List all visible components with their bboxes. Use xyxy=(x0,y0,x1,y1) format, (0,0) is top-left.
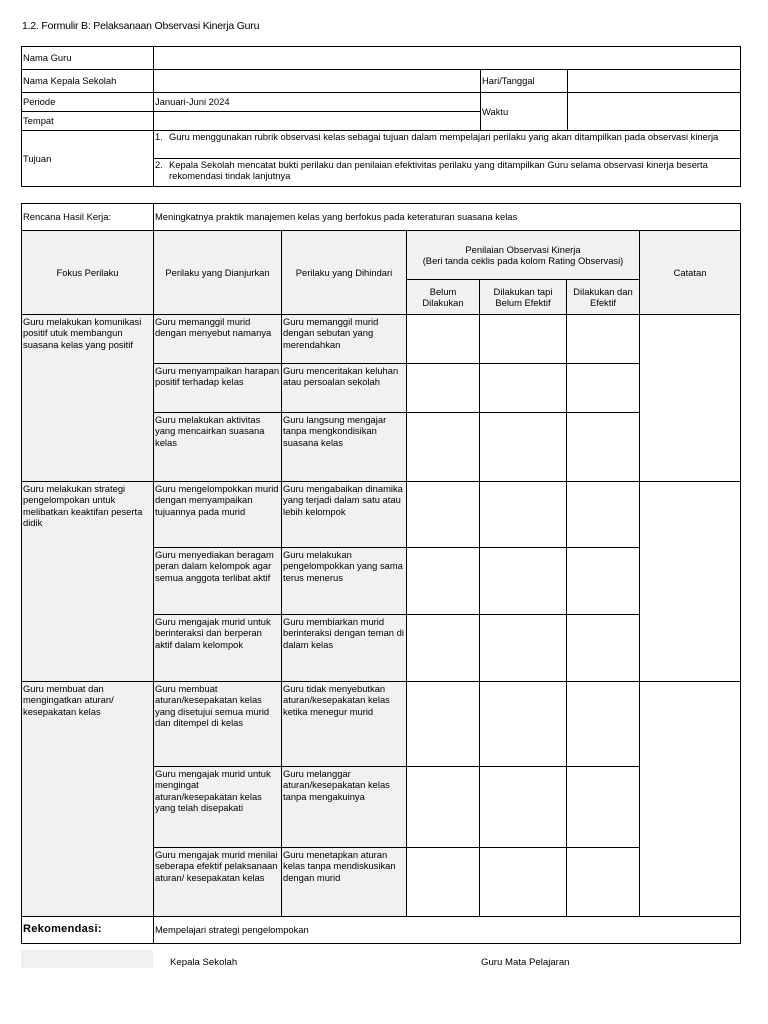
waktu-label: Waktu xyxy=(481,93,568,131)
catatan-cell[interactable] xyxy=(640,682,741,917)
fokus-cell: Guru melakukan strategi pengelompokan untuk melibatkan keaktifan peserta didik xyxy=(22,482,154,682)
rekomendasi-value: Mempelajari strategi pengelompokan xyxy=(154,917,741,944)
dihindari-cell: Guru mengabaikan dinamika yang terjadi dalam satu atau lebih kelompok xyxy=(282,482,407,548)
fokus-cell: Guru membuat dan mengingatkan aturan/ kesepakatan kelas xyxy=(22,682,154,917)
rating-efektif-cell[interactable] xyxy=(567,413,640,482)
rating-efektif-cell[interactable] xyxy=(567,848,640,917)
header-catatan: Catatan xyxy=(640,231,741,315)
rating-belum-efektif-cell[interactable] xyxy=(480,482,567,548)
catatan-cell[interactable] xyxy=(640,482,741,682)
rating-efektif-cell[interactable] xyxy=(567,482,640,548)
rating-efektif-cell[interactable] xyxy=(567,364,640,413)
dihindari-cell: Guru langsung mengajar tanpa mengkondisikan suasana kelas xyxy=(282,413,407,482)
nama-kepala-field[interactable] xyxy=(154,70,481,93)
catatan-cell[interactable] xyxy=(640,315,741,482)
rating-belum-efektif-cell[interactable] xyxy=(480,413,567,482)
dianjurkan-cell: Guru memanggil murid dengan menyebut namanya xyxy=(154,315,282,364)
header-penilaian-title: Penilaian Observasi Kinerja xyxy=(465,243,581,255)
observation-table xyxy=(21,203,741,944)
rating-belum-efektif-cell[interactable] xyxy=(480,315,567,364)
dihindari-cell: Guru membiarkan murid berinteraksi dengan teman di dalam kelas xyxy=(282,615,407,682)
header-penilaian-note: (Beri tanda ceklis pada kolom Rating Observasi) xyxy=(422,255,624,266)
dianjurkan-cell: Guru menyediakan beragam peran dalam kelompok agar semua anggota terlibat aktif xyxy=(154,548,282,615)
signature-guru-mata-pelajaran: Guru Mata Pelajaran xyxy=(481,957,570,968)
rating-belum-efektif-cell[interactable] xyxy=(480,615,567,682)
tujuan-item xyxy=(154,159,741,187)
rating-belum-cell[interactable] xyxy=(407,315,480,364)
nama-guru-field[interactable] xyxy=(154,47,741,70)
rating-efektif-cell[interactable] xyxy=(567,615,640,682)
waktu-field[interactable] xyxy=(568,93,741,131)
rating-belum-cell[interactable] xyxy=(407,848,480,917)
rating-belum-efektif-cell[interactable] xyxy=(480,848,567,917)
rating-belum-cell[interactable] xyxy=(407,682,480,767)
tujuan-number: 2. xyxy=(155,159,163,170)
rating-belum-cell[interactable] xyxy=(407,767,480,848)
rating-efektif-cell[interactable] xyxy=(567,315,640,364)
tujuan-text: Guru menggunakan rubrik observasi kelas sebagai tujuan dalam mempelajari perilaku yang akan ditampilkan pada observasi kinerja xyxy=(169,131,719,142)
fokus-cell: Guru melakukan komunikasi positif utuk membangun suasana kelas yang positif xyxy=(22,315,154,482)
dianjurkan-cell: Guru melakukan aktivitas yang mencairkan suasana kelas xyxy=(154,413,282,482)
rating-efektif-cell[interactable] xyxy=(567,682,640,767)
rating-efektif-cell[interactable] xyxy=(567,548,640,615)
header-dihindari: Perilaku yang Dihindari xyxy=(282,231,407,315)
dihindari-cell: Guru melanggar aturan/kesepakatan kelas tanpa mengakuinya xyxy=(282,767,407,848)
nama-guru-label: Nama Guru xyxy=(22,47,154,70)
dihindari-cell: Guru memanggil murid dengan sebutan yang merendahkan xyxy=(282,315,407,364)
signature-kepala-sekolah: Kepala Sekolah xyxy=(170,957,238,968)
rating-belum-cell[interactable] xyxy=(407,413,480,482)
dihindari-cell: Guru menceritakan keluhan atau persoalan sekolah xyxy=(282,364,407,413)
signature-shade xyxy=(21,950,153,968)
hari-tanggal-field[interactable] xyxy=(568,70,741,93)
header-efektif: Dilakukan dan Efektif xyxy=(567,280,640,315)
dianjurkan-cell: Guru mengajak murid untuk mengingat aturan/kesepakatan kelas yang telah disepakati xyxy=(154,767,282,848)
header-belum-dilakukan: Belum Dilakukan xyxy=(407,280,480,315)
rekomendasi-label: Rekomendasi: xyxy=(22,917,154,944)
tujuan-text: Kepala Sekolah mencatat bukti perilaku dan penilaian efektivitas perilaku yang ditampilkan Guru selama observasi kinerja beserta rekomendasi tindak lanjutnya xyxy=(169,159,708,182)
dianjurkan-cell: Guru membuat aturan/kesepakatan kelas yang disetujui semua murid dan ditempel di kelas xyxy=(154,682,282,767)
identity-table xyxy=(21,46,741,187)
header-fokus: Fokus Perilaku xyxy=(22,231,154,315)
rating-efektif-cell[interactable] xyxy=(567,767,640,848)
rencana-label: Rencana Hasil Kerja: xyxy=(22,204,154,231)
dianjurkan-cell: Guru menyampaikan harapan positif terhadap kelas xyxy=(154,364,282,413)
rating-belum-efektif-cell[interactable] xyxy=(480,548,567,615)
dihindari-cell: Guru menetapkan aturan kelas tanpa mendiskusikan dengan murid xyxy=(282,848,407,917)
hari-tanggal-label: Hari/Tanggal xyxy=(481,70,568,93)
tujuan-number: 1. xyxy=(155,131,163,142)
rating-belum-efektif-cell[interactable] xyxy=(480,364,567,413)
periode-field[interactable]: Januari-Juni 2024 xyxy=(154,93,481,112)
tempat-label: Tempat xyxy=(22,112,154,131)
rating-belum-cell[interactable] xyxy=(407,548,480,615)
rating-belum-efektif-cell[interactable] xyxy=(480,767,567,848)
dihindari-cell: Guru melakukan pengelompokkan yang sama terus menerus xyxy=(282,548,407,615)
rating-belum-cell[interactable] xyxy=(407,482,480,548)
rating-belum-cell[interactable] xyxy=(407,364,480,413)
nama-kepala-label: Nama Kepala Sekolah xyxy=(22,70,154,93)
tujuan-item xyxy=(154,131,741,159)
rating-belum-cell[interactable] xyxy=(407,615,480,682)
header-belum-efektif: Dilakukan tapi Belum Efektif xyxy=(480,280,567,315)
dihindari-cell: Guru tidak menyebutkan aturan/kesepakatan kelas ketika menegur murid xyxy=(282,682,407,767)
rating-belum-efektif-cell[interactable] xyxy=(480,682,567,767)
header-penilaian xyxy=(407,231,640,280)
tempat-field[interactable] xyxy=(154,112,481,131)
rencana-value: Meningkatnya praktik manajemen kelas yang berfokus pada keteraturan suasana kelas xyxy=(154,204,741,231)
dianjurkan-cell: Guru mengajak murid untuk berinteraksi dan berperan aktif dalam kelompok xyxy=(154,615,282,682)
form-title: 1.2. Formulir B: Pelaksanaan Observasi Kinerja Guru xyxy=(22,20,260,32)
dianjurkan-cell: Guru mengelompokkan murid dengan menyampaikan tujuannya pada murid xyxy=(154,482,282,548)
dianjurkan-cell: Guru mengajak murid menilai seberapa efektif pelaksanaan aturan/ kesepakatan kelas xyxy=(154,848,282,917)
periode-label: Periode xyxy=(22,93,154,112)
header-dianjurkan: Perilaku yang Dianjurkan xyxy=(154,231,282,315)
tujuan-label: Tujuan xyxy=(22,131,154,187)
